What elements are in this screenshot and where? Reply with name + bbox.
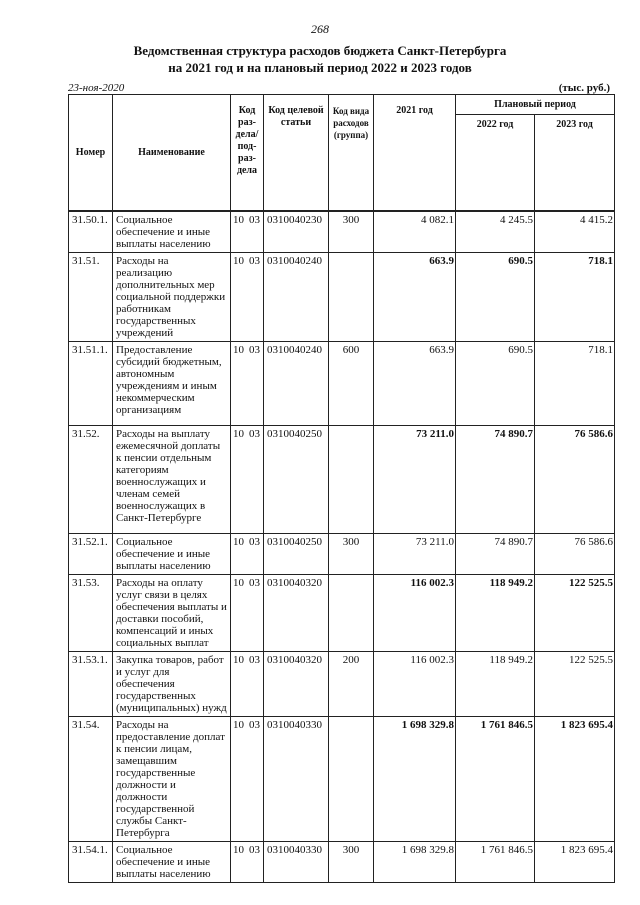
row-vid <box>329 717 374 842</box>
row-rz: 10 <box>233 344 244 356</box>
row-name: Закупка товаров, работ и услуг для обеспечения государственных (муниципальных) нужд <box>113 652 231 717</box>
table-row <box>69 717 615 842</box>
row-pr: 03 <box>249 344 260 356</box>
row-value-2022: 1 761 846.5 <box>456 717 535 842</box>
table-row <box>69 426 615 534</box>
row-value-2023: 1 823 695.4 <box>535 842 615 883</box>
row-number: 31.54. <box>69 717 113 842</box>
row-pr: 03 <box>249 536 260 548</box>
title-line-1: Ведомственная структура расходов бюджета Санкт-Петербурга <box>133 43 507 58</box>
header-2021: 2021 год <box>374 95 456 211</box>
header-2022: 2022 год <box>456 115 535 211</box>
row-rz: 10 <box>233 255 244 267</box>
row-pr: 03 <box>249 214 260 226</box>
row-razdel <box>231 652 264 717</box>
row-value-2021: 73 211.0 <box>374 534 456 575</box>
row-name: Социальное обеспечение и иные выплаты населению <box>113 842 231 883</box>
table-row <box>69 842 615 883</box>
row-rz: 10 <box>233 654 244 666</box>
row-name: Социальное обеспечение и иные выплаты населению <box>113 534 231 575</box>
header-article: Код целевой статьи <box>264 95 329 211</box>
document-date: 23-ноя-2020 <box>68 82 125 94</box>
row-pr: 03 <box>249 577 260 589</box>
row-value-2021: 116 002.3 <box>374 575 456 652</box>
budget-table <box>68 94 615 883</box>
table-row <box>69 342 615 426</box>
row-value-2021: 1 698 329.8 <box>374 842 456 883</box>
row-vid <box>329 426 374 534</box>
row-value-2021: 116 002.3 <box>374 652 456 717</box>
row-value-2021: 663.9 <box>374 342 456 426</box>
row-pr: 03 <box>249 654 260 666</box>
row-number: 31.54.1. <box>69 842 113 883</box>
row-razdel <box>231 575 264 652</box>
row-razdel <box>231 717 264 842</box>
row-rz: 10 <box>233 428 244 440</box>
row-value-2023: 718.1 <box>535 342 615 426</box>
row-value-2021: 663.9 <box>374 253 456 342</box>
row-article: 0310040330 <box>264 717 329 842</box>
row-razdel <box>231 842 264 883</box>
page-number: 268 <box>311 22 329 36</box>
row-value-2023: 4 415.2 <box>535 212 615 253</box>
row-value-2022: 690.5 <box>456 342 535 426</box>
row-number: 31.52.1. <box>69 534 113 575</box>
row-razdel <box>231 426 264 534</box>
row-value-2022: 118 949.2 <box>456 652 535 717</box>
row-number: 31.51.1. <box>69 342 113 426</box>
row-article: 0310040320 <box>264 652 329 717</box>
row-vid <box>329 575 374 652</box>
row-vid: 300 <box>329 212 374 253</box>
row-razdel <box>231 212 264 253</box>
row-name: Предоставление субсидий бюджетным, автономным учреждениям и иным некоммерческим организациям <box>113 342 231 426</box>
row-number: 31.53.1. <box>69 652 113 717</box>
row-vid: 300 <box>329 534 374 575</box>
row-value-2023: 76 586.6 <box>535 426 615 534</box>
table-row <box>69 212 615 253</box>
row-pr: 03 <box>249 719 260 731</box>
row-value-2023: 76 586.6 <box>535 534 615 575</box>
row-number: 31.51. <box>69 253 113 342</box>
row-value-2021: 4 082.1 <box>374 212 456 253</box>
row-rz: 10 <box>233 536 244 548</box>
row-value-2022: 74 890.7 <box>456 426 535 534</box>
row-value-2023: 718.1 <box>535 253 615 342</box>
row-pr: 03 <box>249 428 260 440</box>
row-value-2022: 690.5 <box>456 253 535 342</box>
header-name: Наименование <box>113 95 231 211</box>
row-pr: 03 <box>249 844 260 856</box>
row-article: 0310040230 <box>264 212 329 253</box>
row-value-2023: 122 525.5 <box>535 575 615 652</box>
row-value-2022: 74 890.7 <box>456 534 535 575</box>
row-article: 0310040320 <box>264 575 329 652</box>
row-vid: 600 <box>329 342 374 426</box>
table-row <box>69 534 615 575</box>
row-number: 31.50.1. <box>69 212 113 253</box>
row-name: Расходы на оплату услуг связи в целях обеспечения выплаты и доставки пособий, компенсаций и иных социальных выплат <box>113 575 231 652</box>
header-vid: Код вида расходов (группа) <box>329 95 374 211</box>
row-article: 0310040250 <box>264 426 329 534</box>
header-planned-period: Плановый период <box>456 95 615 115</box>
row-name: Социальное обеспечение и иные выплаты населению <box>113 212 231 253</box>
row-value-2023: 1 823 695.4 <box>535 717 615 842</box>
row-rz: 10 <box>233 577 244 589</box>
row-value-2022: 4 245.5 <box>456 212 535 253</box>
row-vid: 200 <box>329 652 374 717</box>
budget-table-wrapper <box>68 94 614 883</box>
row-number: 31.52. <box>69 426 113 534</box>
row-article: 0310040240 <box>264 253 329 342</box>
row-article: 0310040330 <box>264 842 329 883</box>
row-razdel <box>231 534 264 575</box>
row-rz: 10 <box>233 844 244 856</box>
header-2023: 2023 год <box>535 115 615 211</box>
table-row <box>69 253 615 342</box>
table-row <box>69 652 615 717</box>
table-row <box>69 575 615 652</box>
row-value-2022: 1 761 846.5 <box>456 842 535 883</box>
row-value-2021: 73 211.0 <box>374 426 456 534</box>
title-line-2: на 2021 год и на плановый период 2022 и 2023 годов <box>168 60 472 75</box>
row-value-2021: 1 698 329.8 <box>374 717 456 842</box>
row-razdel <box>231 342 264 426</box>
row-article: 0310040250 <box>264 534 329 575</box>
row-name: Расходы на предоставление доплат к пенсии лицам, замещавшим государственные должности и должности государственной службы Санкт-Петербурга <box>113 717 231 842</box>
document-title <box>0 42 640 76</box>
table-body <box>69 212 615 883</box>
header-number: Номер <box>69 95 113 211</box>
units-label: (тыс. руб.) <box>558 82 610 94</box>
row-rz: 10 <box>233 719 244 731</box>
row-rz: 10 <box>233 214 244 226</box>
row-article: 0310040240 <box>264 342 329 426</box>
row-razdel <box>231 253 264 342</box>
row-vid: 300 <box>329 842 374 883</box>
row-value-2023: 122 525.5 <box>535 652 615 717</box>
row-name: Расходы на выплату ежемесячной доплаты к пенсии отдельным категориям военнослужащих и членам семей военнослужащих в Санкт-Петербурге <box>113 426 231 534</box>
row-number: 31.53. <box>69 575 113 652</box>
row-name: Расходы на реализацию дополнительных мер социальной поддержки работникам государственных учреждений <box>113 253 231 342</box>
row-vid <box>329 253 374 342</box>
row-value-2022: 118 949.2 <box>456 575 535 652</box>
header-razdel: Код раз- дела/ под- раз- дела <box>231 95 264 211</box>
row-pr: 03 <box>249 255 260 267</box>
